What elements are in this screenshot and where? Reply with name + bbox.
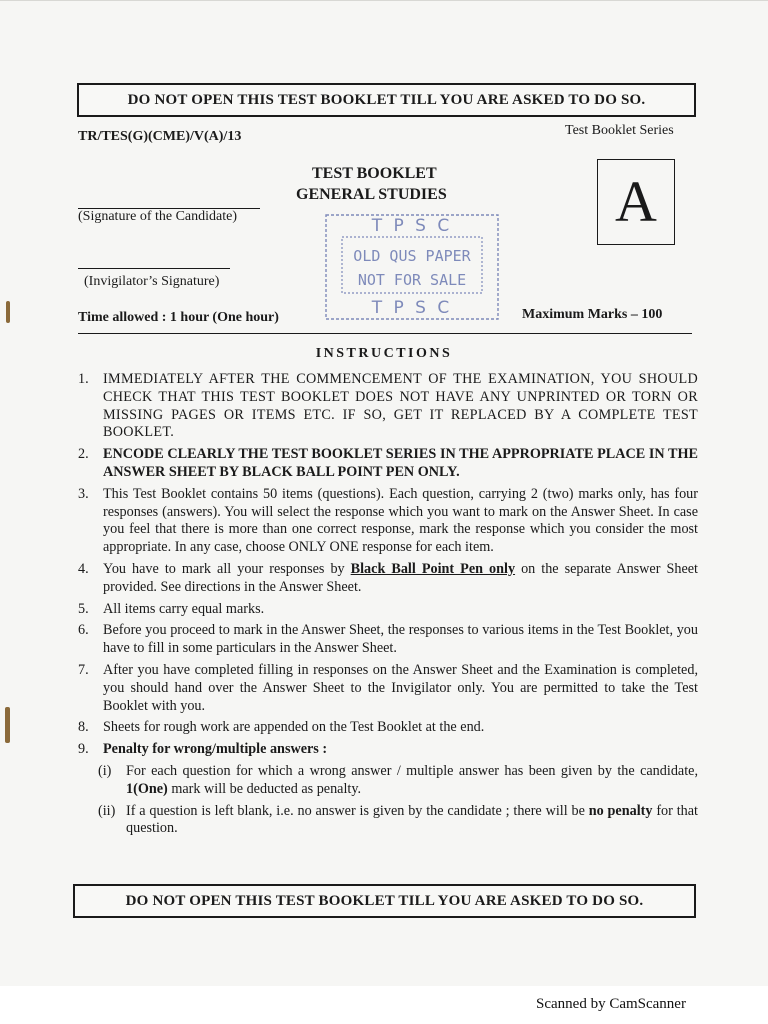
pen-requirement-emphasis: Black Ball Point Pen only	[350, 560, 516, 577]
warning-banner-bottom: DO NOT OPEN THIS TEST BOOKLET TILL YOU ARE ASKED TO DO SO.	[73, 884, 696, 918]
penalty-sub-item	[98, 803, 698, 839]
instruction-number: 1.	[78, 371, 89, 387]
invigilator-signature-line	[78, 268, 230, 269]
stamp-line1: OLD QUS PAPER	[353, 247, 471, 265]
series-label: Test Booklet Series	[565, 123, 674, 138]
sub-item-text-part: For each question for which a wrong answer / multiple answer has been given by the candidate,	[126, 762, 698, 779]
instruction-text-part: You have to mark all your responses by	[103, 560, 351, 577]
series-letter: A	[615, 169, 657, 234]
instruction-item	[78, 371, 698, 442]
candidate-signature-label: (Signature of the Candidate)	[78, 209, 238, 224]
sub-item-text-part: for that question.	[126, 802, 698, 837]
instruction-item	[78, 662, 698, 715]
invigilator-signature-label: (Invigilator’s Signature)	[84, 274, 220, 289]
instruction-text: ENCODE CLEARLY THE TEST BOOKLET SERIES IN THE APPROPRIATE PLACE IN THE ANSWER SHEET BY BLACK BALL POINT PEN ONLY.	[103, 446, 698, 480]
booklet-title: TEST BOOKLET	[312, 165, 437, 182]
series-letter-box	[597, 159, 675, 245]
sub-item-text	[126, 803, 698, 839]
instruction-item	[78, 741, 698, 759]
scanner-watermark: Scanned by CamScanner	[536, 996, 686, 1012]
sub-item-text-part: mark will be deducted as penalty.	[167, 780, 362, 797]
stamp-top-text: T P S C	[371, 216, 453, 236]
booklet-subject: GENERAL STUDIES	[296, 186, 447, 203]
instruction-number: 8.	[78, 719, 89, 736]
instruction-item	[78, 601, 698, 619]
header-divider	[78, 333, 692, 334]
instruction-text-part: on the separate Answer Sheet provided. See directions in the Answer Sheet.	[103, 560, 698, 595]
sub-item-text-part: If a question is left blank, i.e. no answer is given by the candidate ; there will be	[126, 802, 589, 819]
instruction-text: Penalty for wrong/multiple answers :	[103, 741, 328, 758]
instruction-text: Before you proceed to mark in the Answer Sheet, the responses to various items in the Test Booklet, you have to fill in some particulars in the Answer Sheet.	[103, 622, 698, 657]
instructions-heading: INSTRUCTIONS	[315, 346, 453, 361]
instruction-item	[78, 446, 698, 482]
no-penalty-emphasis: no penalty	[588, 802, 653, 819]
paper-code: TR/TES(G)(CME)/V(A)/13	[78, 129, 242, 144]
instruction-number: 9.	[78, 741, 89, 758]
time-allowed: Time allowed : 1 hour (One hour)	[78, 310, 279, 325]
instruction-number: 5.	[78, 600, 89, 617]
instruction-number: 3.	[78, 485, 89, 502]
binding-hole-mark	[5, 707, 10, 743]
sub-item-number: (ii)	[98, 802, 116, 819]
instruction-item	[78, 622, 698, 658]
warning-banner-top: DO NOT OPEN THIS TEST BOOKLET TILL YOU ARE ASKED TO DO SO.	[77, 83, 696, 117]
binding-hole-mark	[6, 301, 10, 323]
instruction-text: After you have completed filling in responses on the Answer Sheet and the Examination is completed, you should hand over the Answer Sheet to the Invigilator only. You are permitted to take the Test Booklet with you.	[103, 661, 698, 714]
instruction-text: Sheets for rough work are appended on the Test Booklet at the end.	[103, 719, 485, 736]
instruction-item	[78, 719, 698, 737]
penalty-sub-item	[98, 763, 698, 799]
stamp-bottom-text: T P S C	[371, 298, 453, 318]
instruction-text: IMMEDIATELY AFTER THE COMMENCEMENT OF THE EXAMINATION, YOU SHOULD CHECK THAT THIS TEST BOOKLET DOES NOT HAVE ANY UNPRINTED OR TORN OR MISSING PAGES OR ITEMS ETC. IF SO, GET IT REPLACED BY A COMPLETE TEST BOOKLET.	[103, 371, 698, 441]
instruction-number: 2.	[78, 446, 89, 463]
maximum-marks: Maximum Marks – 100	[522, 307, 663, 322]
instruction-text	[103, 561, 698, 597]
sub-item-text	[126, 763, 698, 799]
instruction-number: 6.	[78, 622, 89, 639]
instruction-text: This Test Booklet contains 50 items (questions). Each question, carrying 2 (two) marks only, has four responses (answers). You will select the response which you want to mark on the Answer Sheet. In case you feel that there is more than one correct response, mark the response which you consider the most appropriate. In any case, choose ONLY ONE response for each item.	[103, 485, 698, 556]
instruction-number: 4.	[78, 560, 89, 577]
instruction-text: All items carry equal marks.	[103, 600, 265, 617]
instruction-item	[78, 561, 698, 597]
instruction-item	[78, 486, 698, 557]
instruction-number: 7.	[78, 661, 89, 678]
penalty-amount-emphasis: 1(One)	[126, 780, 168, 797]
tpsc-stamp	[322, 207, 502, 325]
instructions-list	[78, 371, 698, 838]
sub-item-number: (i)	[98, 762, 112, 779]
stamp-line2: NOT FOR SALE	[357, 271, 467, 289]
